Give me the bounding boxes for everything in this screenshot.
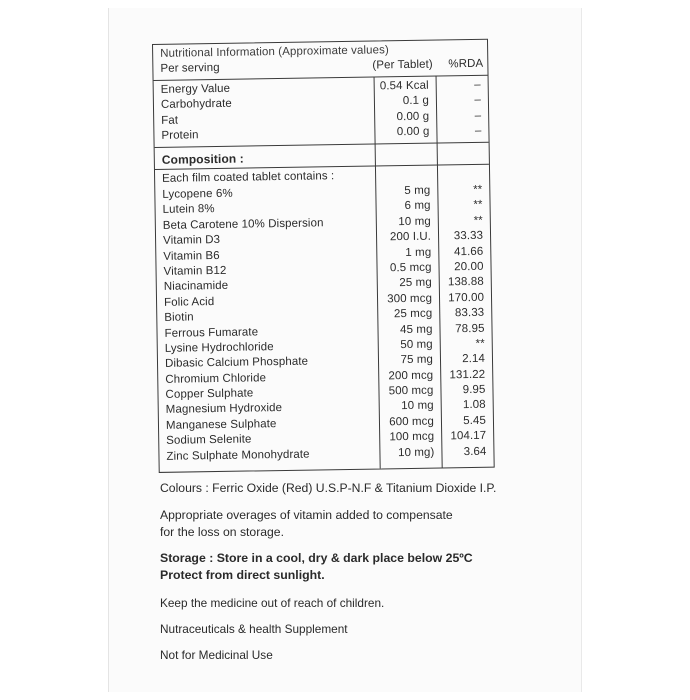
rda-value: ** [473,183,483,196]
quantity-value: 50 mg [400,338,433,352]
storage-note-line1: Storage : Store in a cool, dry & dark place below 25ºC [160,551,473,565]
colours-note: Colours : Ferric Oxide (Red) U.S.P-N.F & Titanium Dioxide I.P. [160,481,497,495]
ingredient-name: Niacinamide [163,280,229,294]
rda-value: 83.33 [454,306,485,320]
rda-value: 170.00 [448,291,485,305]
ingredient-name: Copper Sulphate [165,387,254,401]
ingredient-name: Vitamin D3 [163,234,221,248]
rda-value: 9.95 [462,383,486,397]
ingredient-name: Magnesium Hydroxide [165,402,283,417]
quantity-value: 6 mg [404,200,431,213]
storage-note-line2: Protect from direct sunlight. [160,568,325,582]
ingredient-name: Vitamin B12 [163,264,227,278]
not-medicinal-note: Not for Medicinal Use [160,648,273,662]
quantity-value: 10 mg) [397,446,435,459]
quantity-value: 200 I.U. [389,230,432,244]
rda-value: 3.64 [463,445,487,458]
per-serving-label: Per serving [160,61,220,75]
rda-value: – [474,78,481,91]
rda-value: 41.66 [453,245,484,258]
rda-value: 5.45 [463,414,487,428]
ingredient-name: Sodium Selenite [166,433,252,448]
rda-value: ** [475,337,485,350]
ingredient-name: Chromium Chloride [165,371,267,386]
quantity-value: 200 mcg [388,369,434,383]
ingredient-name: Carbohydrate [160,98,232,112]
rda-value: ** [473,199,483,212]
ingredient-name: Beta Carotene 10% Dispersion [162,217,324,232]
rda-value: – [474,109,482,122]
ingredient-name: Fat [161,114,179,127]
rda-value: 33.33 [453,229,484,243]
ingredient-name: Ferrous Fumarate [164,325,259,340]
quantity-value: 25 mg [399,276,432,290]
ingredient-name: Biotin [164,311,194,324]
quantity-value: 0.1 g [402,95,430,108]
quantity-value: 0.5 mcg [389,261,432,275]
table-header [160,42,483,77]
quantity-value: 75 mg [400,353,434,367]
rda-value: 131.22 [449,368,486,382]
nutrition-rows [161,78,485,145]
per-tablet-header: (Per Tablet) [372,58,433,72]
ingredient-name: Vitamin B6 [163,249,220,263]
quantity-value: 10 mg [401,400,434,413]
composition-title: Composition : [161,151,244,167]
ingredient-name: Zinc Sulphate Monohydrate [166,448,310,463]
rda-header: %RDA [448,57,484,71]
storage-note [160,550,560,584]
quantity-value: 300 mcg [387,292,433,306]
rda-value: 138.88 [447,276,484,289]
nutrition-table [152,39,495,473]
quantity-value: 100 mcg [389,430,435,444]
children-warning: Keep the medicine out of reach of children. [160,596,385,610]
ingredient-name: Energy Value [160,82,231,96]
quantity-value: 45 mg [399,323,433,336]
composition-intro: Each film coated tablet contains : [162,170,335,185]
quantity-value: 600 mcg [389,415,435,429]
product-category: Nutraceuticals & health Supplement [160,622,348,636]
quantity-value: 1 mg [405,246,432,259]
label-notes [160,480,560,673]
rda-value: 1.08 [462,399,486,412]
quantity-value: 0.54 Kcal [379,79,429,93]
rda-value: 20.00 [454,260,484,274]
table-title: Nutritional Information (Approximate values) [160,44,389,60]
quantity-value: 5 mg [404,184,431,198]
quantity-value: 0.00 g [396,110,430,123]
ingredient-name: Lysine Hydrochloride [164,341,274,355]
overage-note-line1: Appropriate overages of vitamin added to compensate [160,508,453,522]
ingredient-name: Protein [161,129,199,143]
rda-value: 2.14 [462,353,486,366]
quantity-value: 10 mg [398,215,431,228]
quantity-value: 25 mcg [393,307,433,321]
rda-value: 78.95 [455,322,485,335]
composition-rows [162,183,489,465]
rda-value: – [474,94,482,107]
overage-note-line2: for the loss on storage. [160,525,284,539]
rda-value: ** [473,214,483,227]
rda-value: 104.17 [450,430,487,443]
rda-value: – [474,125,482,138]
quantity-value: 0.00 g [396,125,430,139]
ingredient-name: Manganese Sulphate [165,417,277,432]
ingredient-name: Dibasic Calcium Phosphate [164,355,309,371]
ingredient-name: Lutein 8% [162,203,215,217]
ingredient-name: Folic Acid [163,295,215,309]
quantity-value: 500 mcg [388,384,434,398]
ingredient-name: Lycopene 6% [162,187,233,201]
